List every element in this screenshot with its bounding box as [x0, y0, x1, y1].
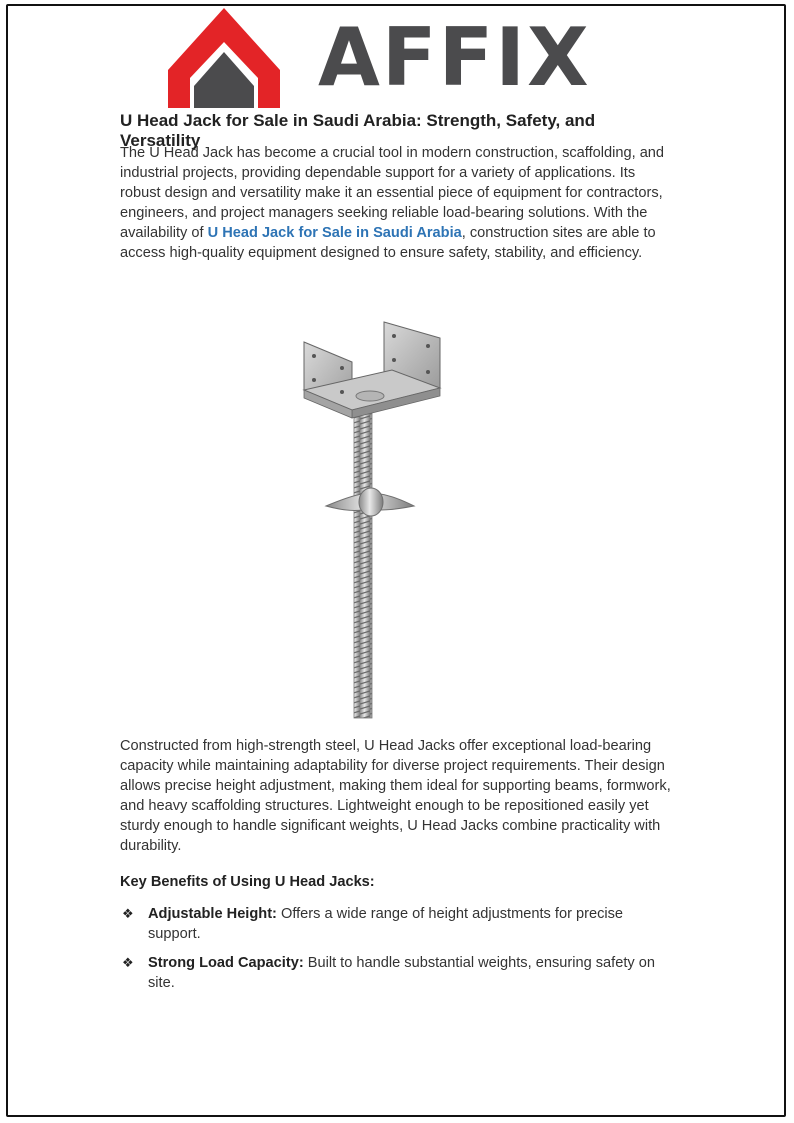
benefit-term: Adjustable Height:	[148, 906, 277, 922]
diamond-bullet-icon: ❖	[122, 955, 134, 970]
benefits-heading: Key Benefits of Using U Head Jacks:	[120, 874, 375, 890]
u-head-jack-image	[290, 310, 450, 720]
benefit-text: Offers a wide range of height adjustments for precise support.	[148, 906, 624, 942]
body-paragraph: Constructed from high-strength steel, U Head Jacks offer exceptional load-bearing capacity while maintaining adaptability for diverse project requirements. Their design allows precise height adjustment, making them ideal for supporting beams, formwork, and heavy scaffolding structures. Lightweight enough to be repositioned easily yet sturdy enough to handle significant weights, U Head Jacks combine practicality with durability.	[120, 738, 671, 854]
diamond-bullet-icon: ❖	[122, 906, 134, 921]
benefit-text: Built to handle substantial weights, ensuring safety on site.	[148, 955, 655, 991]
benefit-term: Strong Load Capacity:	[148, 955, 304, 971]
intro-paragraph	[120, 143, 675, 263]
intro-text-before-link: The U Head Jack has become a crucial tool in modern construction, scaffolding, and industrial projects, providing dependable support for a variety of applications. Its robust design and versatility make it an essential piece of equipment for contractors, engineers, and project managers seeking reliable load-bearing solutions. With the availability of	[120, 145, 665, 241]
affix-logo[interactable]	[168, 8, 591, 113]
affix-logo-wordmark: AFFIX	[318, 11, 591, 104]
affix-logo-mark-icon	[168, 8, 280, 110]
list-item	[120, 904, 660, 944]
list-item	[120, 953, 660, 993]
u-head-jack-link[interactable]: U Head Jack for Sale in Saudi Arabia	[207, 225, 462, 241]
article-title: U Head Jack for Sale in Saudi Arabia: Strength, Safety, and Versatility	[120, 111, 596, 150]
intro-text-after-link: , construction sites are able to access high-quality equipment designed to ensure safety, stability, and efficiency.	[120, 225, 656, 261]
benefits-list	[120, 904, 660, 1002]
